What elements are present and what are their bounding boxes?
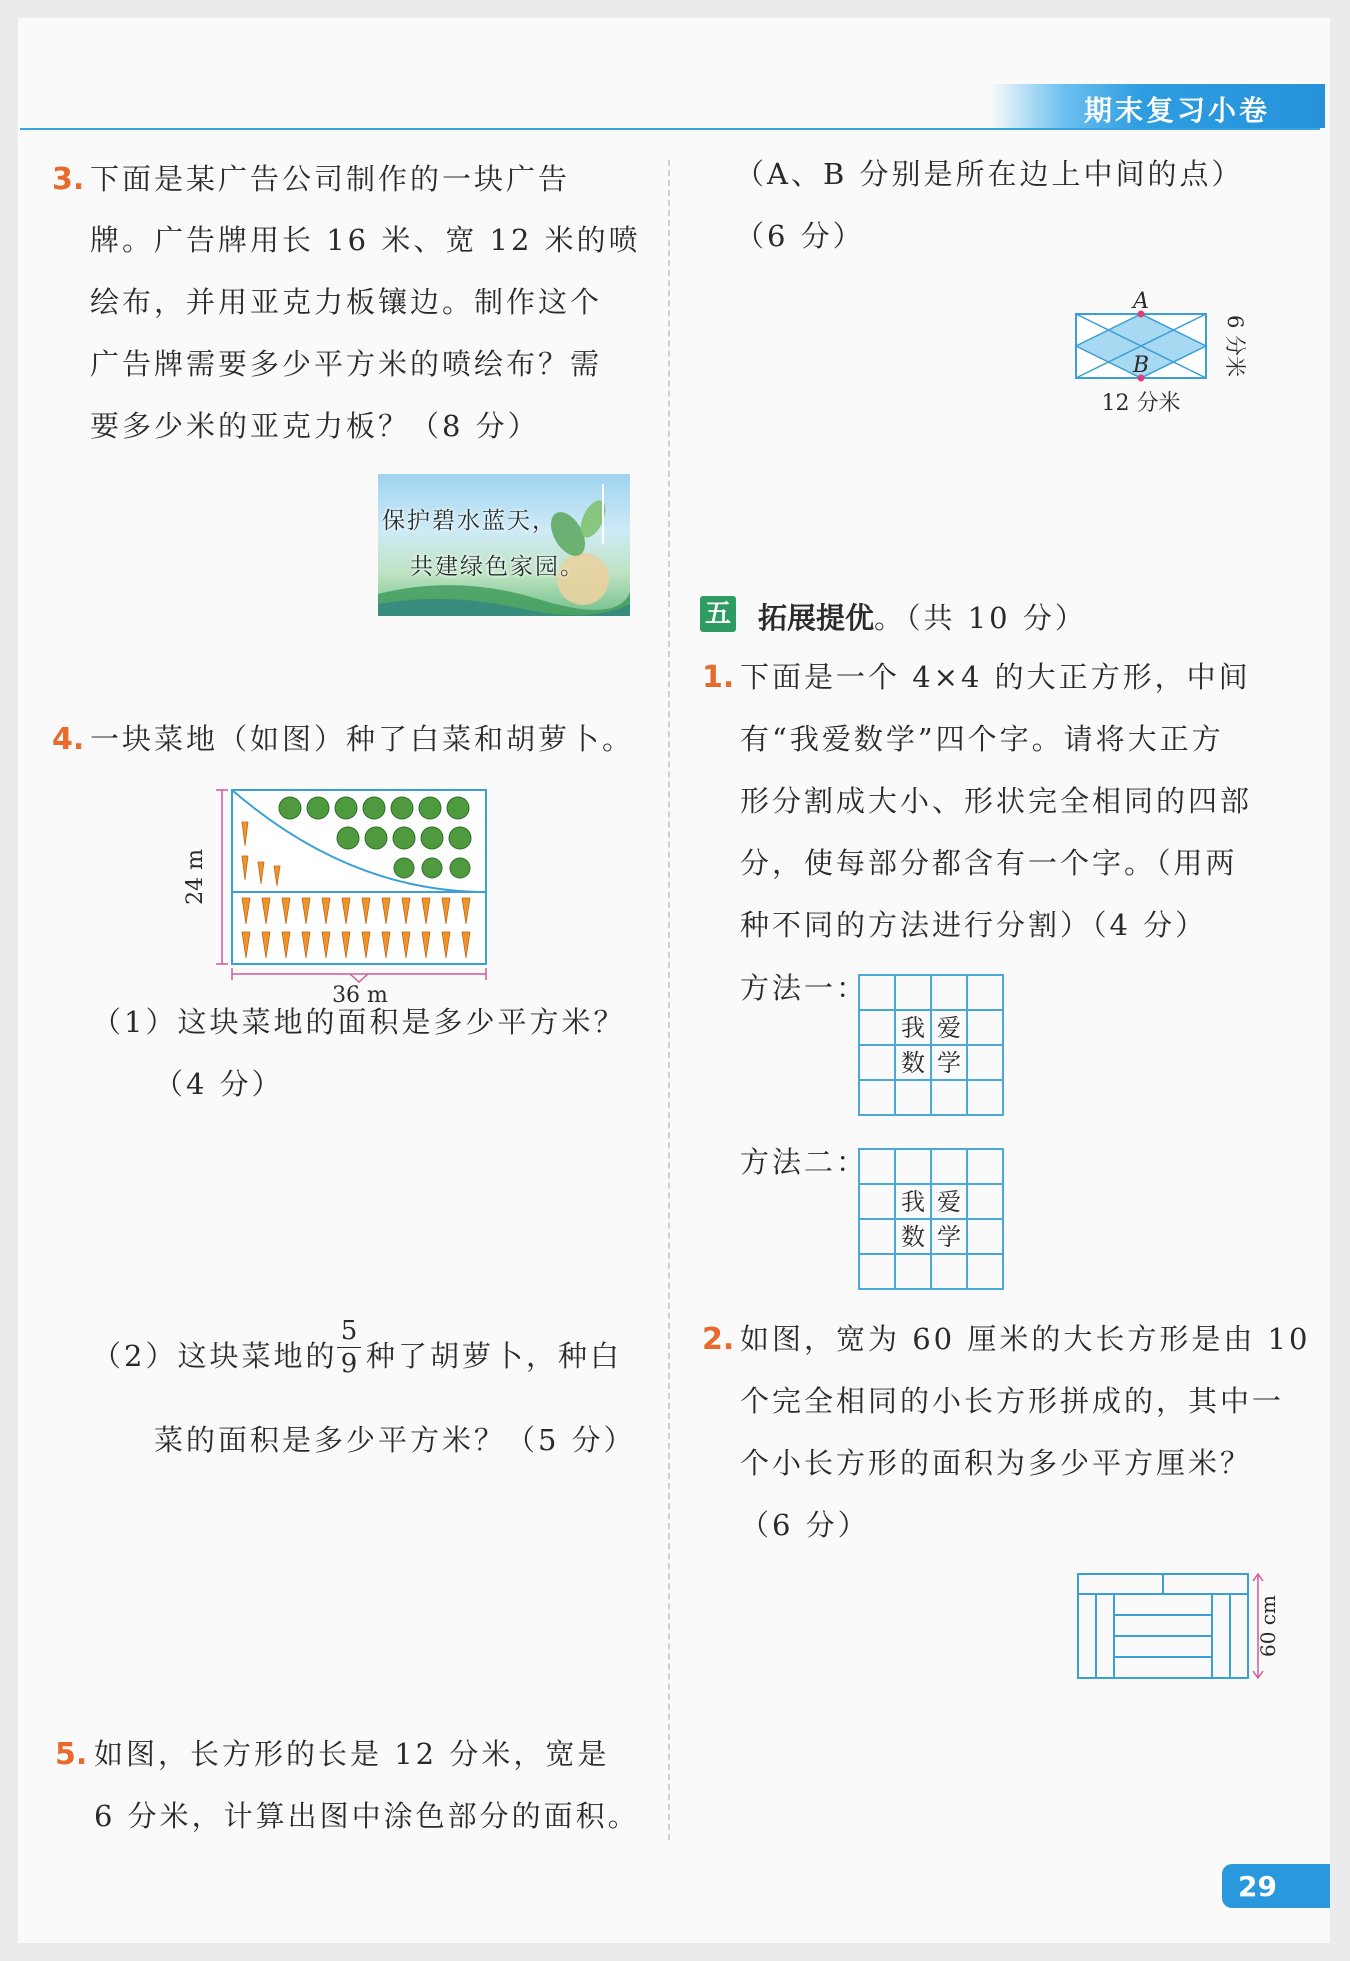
composite-rectangle-figure	[1070, 1568, 1290, 1688]
fraction-five-ninths	[337, 1318, 361, 1377]
q3-line-1: 下面是某广告公司制作的一块广告	[90, 162, 571, 196]
grid-char-xue: 学	[931, 1045, 967, 1080]
poster-slogan-1: 保护碧水蓝天，	[382, 508, 557, 534]
grid-char-xue: 学	[931, 1219, 967, 1254]
s5-q1-line-1: 下面是一个 4×4 的大正方形，中间	[740, 660, 1251, 694]
s5-q2-line-2: 个完全相同的小长方形拼成的，其中一	[740, 1384, 1285, 1418]
page-number: 29	[1238, 1870, 1277, 1903]
q5-cont-line-2: （6 分）	[735, 219, 865, 253]
q4-sub2-suffix: 种了胡萝卜，种白	[366, 1339, 623, 1373]
fraction-denominator: 9	[340, 1349, 358, 1379]
question-number: 3.	[52, 162, 85, 197]
column-divider	[668, 160, 670, 1840]
section-title-text: 拓展提优	[758, 601, 875, 635]
q5-line-2: 6 分米，计算出图中涂色部分的面积。	[94, 1799, 640, 1833]
q4-sub2-prefix: （2）这块菜地的	[92, 1339, 338, 1373]
q4-sub1-line-2: （4 分）	[154, 1067, 284, 1101]
s5-q2-line-4: （6 分）	[740, 1508, 870, 1542]
poster-image	[378, 474, 630, 616]
question-number: 2.	[702, 1322, 735, 1357]
fraction-numerator: 5	[340, 1316, 358, 1346]
point-a-label: A	[1133, 289, 1149, 314]
rectangle-diamond-figure	[1060, 280, 1290, 440]
s5-q1-line-5: 种不同的方法进行分割）（4 分）	[740, 908, 1208, 942]
method-two-grid[interactable]	[858, 1148, 1004, 1290]
s5-q1-line-3: 形分割成大小、形状完全相同的四部	[740, 784, 1253, 818]
composite-height-label: 60 cm	[1256, 1595, 1280, 1657]
s5-q1-line-4: 分，使每部分都含有一个字。（用两	[740, 846, 1238, 880]
page-number-tab	[1222, 1864, 1330, 1908]
q4-sub2-line-2: 菜的面积是多少平方米？（5 分）	[154, 1423, 636, 1457]
q3-line-3: 绘布，并用亚克力板镶边。制作这个	[90, 285, 603, 319]
section-title	[758, 596, 1087, 637]
poster-slogan-2: 共建绿色家园。	[410, 554, 585, 580]
field-width-label: 36 m	[332, 983, 388, 1008]
rect-height-label: 6 分米	[1223, 314, 1247, 378]
section-score: 。（共 10 分）	[874, 601, 1087, 635]
grid-char-shu: 数	[895, 1045, 931, 1080]
vegetable-field-figure	[183, 780, 500, 1010]
grid-char-wo: 我	[895, 1184, 931, 1219]
grid-char-ai: 爱	[931, 1184, 967, 1219]
q5-line-1: 如图，长方形的长是 12 分米，宽是	[94, 1737, 610, 1771]
s5-q2-line-3: 个小长方形的面积为多少平方厘米？	[740, 1446, 1253, 1480]
rect-width-label: 12 分米	[1101, 391, 1181, 416]
q5-cont-line-1: （A、B 分别是所在边上中间的点）	[735, 157, 1244, 191]
q3-line-4: 广告牌需要多少平方米的喷绘布？需	[90, 347, 603, 381]
grid-char-wo: 我	[895, 1010, 931, 1045]
s5-q1-line-2: 有“我爱数学”四个字。请将大正方	[740, 722, 1224, 756]
question-number: 5.	[55, 1737, 88, 1772]
grid-char-ai: 爱	[931, 1010, 967, 1045]
q4-sub1-line-1: （1）这块菜地的面积是多少平方米？	[92, 1005, 626, 1039]
field-height-label: 24 m	[183, 849, 208, 905]
grid-char-shu: 数	[895, 1219, 931, 1254]
banner-title: 期末复习小卷	[1083, 94, 1270, 127]
q3-line-2: 牌。广告牌用长 16 米、宽 12 米的喷	[90, 223, 641, 257]
poster-scenery	[378, 474, 630, 616]
section-badge: 五	[700, 596, 736, 632]
q4-intro: 一块菜地（如图）种了白菜和胡萝卜。	[90, 722, 635, 756]
method-two-label: 方法二：	[740, 1145, 869, 1179]
s5-q2-line-1: 如图，宽为 60 厘米的大长方形是由 10	[740, 1322, 1311, 1356]
point-b-label: B	[1132, 353, 1150, 378]
question-number: 1.	[702, 660, 735, 695]
question-number: 4.	[52, 722, 85, 757]
method-one-grid[interactable]	[858, 974, 1004, 1116]
q3-line-5: 要多少米的亚克力板？（8 分）	[90, 409, 540, 443]
header-banner	[990, 84, 1325, 128]
method-one-label: 方法一：	[740, 971, 869, 1005]
